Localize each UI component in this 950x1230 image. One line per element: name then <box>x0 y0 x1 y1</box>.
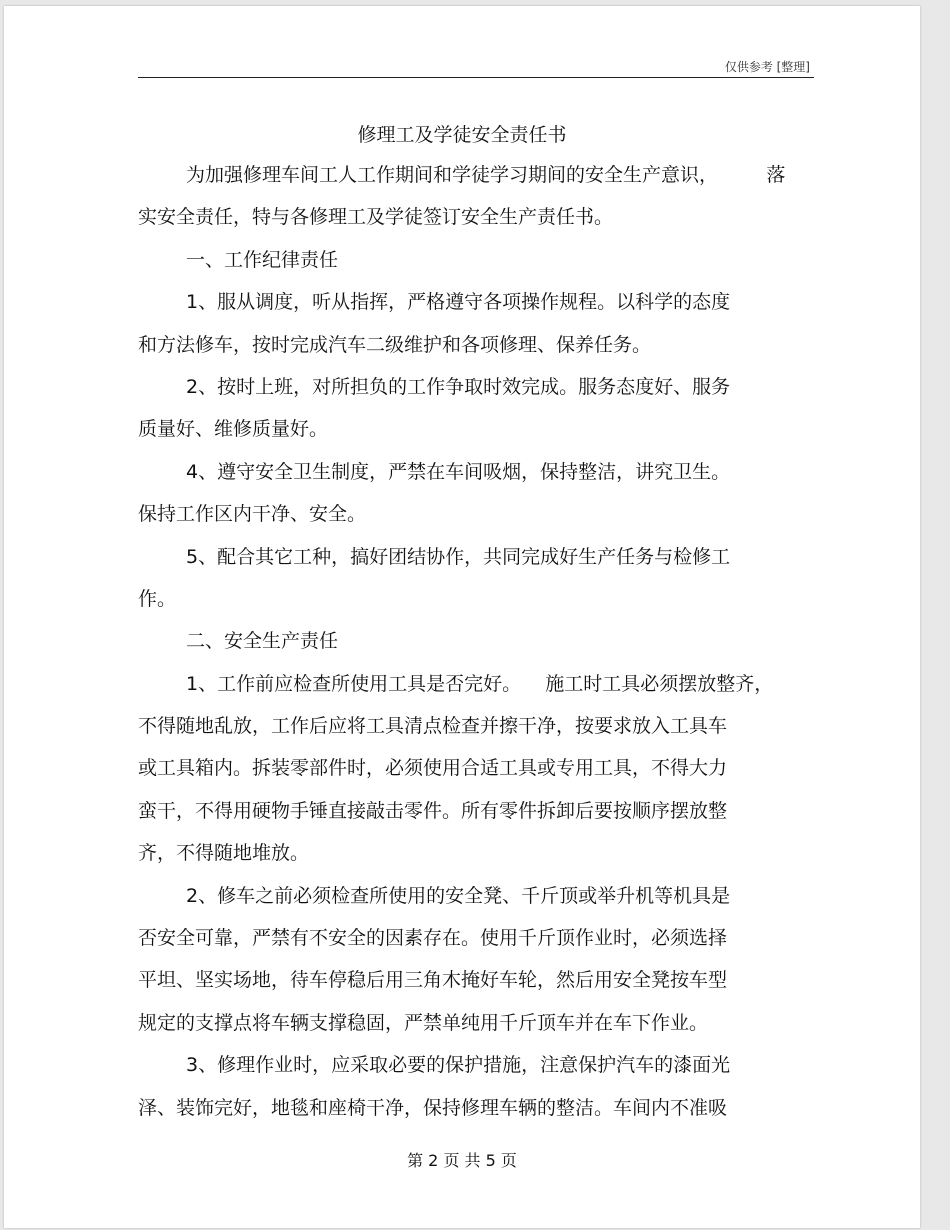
text-line: 一、工作纪律责任 <box>186 248 339 271</box>
text-line: 否安全可靠，严禁有不安全的因素存在。使用千斤顶作业时，必须选择 <box>138 927 728 950</box>
text-line: 质量好、维修质量好。 <box>138 418 329 441</box>
text-line: 和方法修车，按时完成汽车二级维护和各项修理、保养任务。 <box>138 333 652 356</box>
text-line: 作。 <box>138 587 177 610</box>
text-line: 为加强修理车间工人工作期间和学徒学习期间的安全生产意识， 落 <box>186 164 786 186</box>
text-line: 规定的支撑点将车辆支撑稳固，严禁单纯用千斤顶车并在车下作业。 <box>138 1011 709 1034</box>
text-line: 齐，不得随地堆放。 <box>138 842 310 865</box>
text-line: 实安全责任，特与各修理工及学徒签订安全生产责任书。 <box>138 206 614 229</box>
text-line: 保持工作区内干净、安全。 <box>138 503 367 526</box>
text-line: 蛮干，不得用硬物手锤直接敲击零件。所有零件拆卸后要按顺序摆放整 <box>138 799 728 822</box>
text-line: 1、服从调度，听从指挥，严格遵守各项操作规程。以科学的态度 <box>186 291 731 314</box>
page-footer: 第 2 页 共 5 页 <box>407 1151 517 1170</box>
document-page <box>4 6 920 1228</box>
text-line: 5、配合其它工种，搞好团结协作，共同完成好生产任务与检修工 <box>186 545 731 568</box>
text-line: 泽、装饰完好，地毯和座椅干净，保持修理车辆的整洁。车间内不准吸 <box>138 1096 728 1119</box>
text-line: 平坦、坚实场地，待车停稳后用三角木掩好车轮，然后用安全凳按车型 <box>138 969 728 992</box>
document-title: 修理工及学徒安全责任书 <box>357 124 567 146</box>
text-line: 1、工作前应检查所使用工具是否完好。 施工时工具必须摆放整齐， <box>186 672 774 695</box>
text-line: 2、修车之前必须检查所使用的安全凳、千斤顶或举升机等机具是 <box>186 884 731 907</box>
text-line: 3、修理作业时，应采取必要的保护措施，注意保护汽车的漆面光 <box>186 1054 731 1077</box>
text-line: 或工具箱内。拆装零部件时，必须使用合适工具或专用工具，不得大力 <box>138 757 728 780</box>
text-line: 二、安全生产责任 <box>186 630 339 653</box>
header-divider <box>138 77 814 78</box>
document-body <box>138 154 818 1129</box>
header-note: 仅供参考 [整理] <box>724 60 810 74</box>
text-line: 4、遵守安全卫生制度，严禁在车间吸烟，保持整洁，讲究卫生。 <box>186 460 731 483</box>
text-line: 不得随地乱放，工作后应将工具清点检查并擦干净，按要求放入工具车 <box>138 715 728 738</box>
text-line: 2、按时上班，对所担负的工作争取时效完成。服务态度好、服务 <box>186 375 731 398</box>
